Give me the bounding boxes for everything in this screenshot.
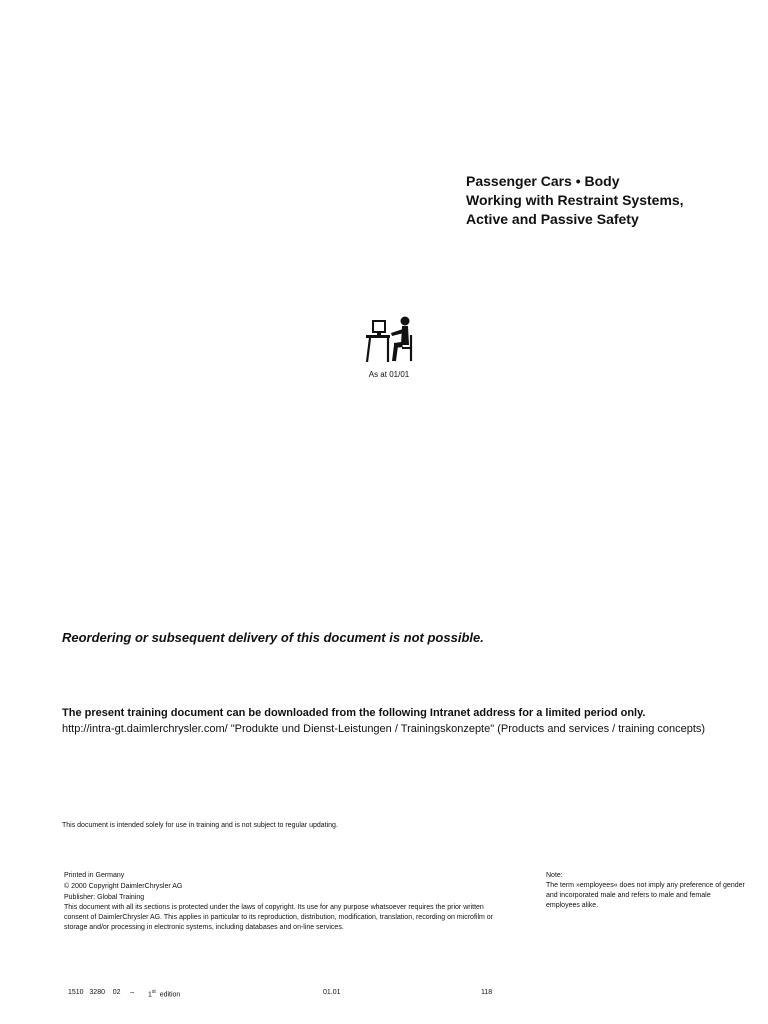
revision-date: As at 01/01: [368, 370, 410, 379]
gender-note: [546, 871, 746, 911]
title-line-2: Working with Restraint Systems,: [466, 192, 684, 208]
training-use-notice: This document is intended solely for use in training and is not subject to regular updating.: [62, 822, 338, 829]
publisher-line: Publisher: Global Training: [64, 894, 145, 901]
note-text: The term »employees« does not imply any preference of gender and incorporated male and refers to male and female employees alike.: [546, 882, 745, 909]
edition-label: [148, 989, 180, 998]
intranet-heading: The present training document can be downloaded from the following Intranet address for a limited period only.: [62, 707, 646, 719]
reorder-notice: Reordering or subsequent delivery of this document is not possible.: [62, 630, 484, 645]
title-line-1: Passenger Cars • Body: [466, 173, 620, 189]
edition-number: 1: [148, 991, 152, 999]
copyright-protection-text: This document with all its sections is protected under the laws of copyright. Its use for any purpose whatsoever requires the prior written consent of DaimlerChrysler AG. This applies in particular to its reproduction, distribution, modification, translation, recording on microfilm or storage and/or processing in electronic systems, including databases and on-line services.: [64, 904, 493, 931]
edition-word: edition: [159, 991, 181, 999]
printed-in-line: Printed in Germany: [64, 872, 125, 879]
intranet-address: http://intra-gt.daimlerchrysler.com/ "Produkte und Dienst-Leistungen / Trainingskonzepte" (Products and services / training concepts): [62, 723, 706, 735]
footer-number: 118: [481, 989, 493, 996]
edition-ordinal: st: [151, 989, 156, 995]
title-line-3: Active and Passive Safety: [466, 211, 639, 227]
copyright-line: © 2000 Copyright DaimlerChrysler AG: [64, 883, 183, 890]
footer-date: 01.01: [323, 989, 341, 996]
note-label: Note:: [546, 872, 563, 879]
person-at-desk-icon: [364, 315, 416, 365]
order-number: 1510 3280 02 –: [68, 989, 135, 996]
imprint-block: [64, 870, 494, 933]
document-title: [466, 172, 756, 229]
